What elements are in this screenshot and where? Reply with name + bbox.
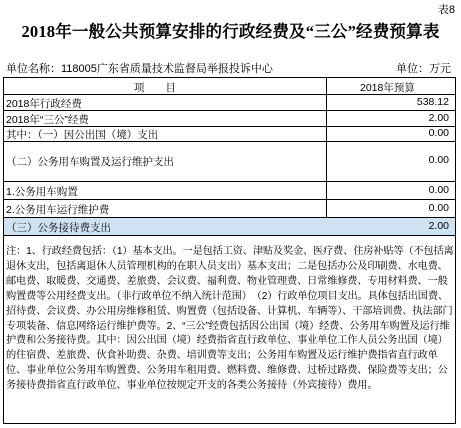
row-label: 2018年“三公”经费 xyxy=(6,114,89,126)
table-row xyxy=(4,199,455,217)
table-row xyxy=(4,141,455,181)
row-value: 2.00 xyxy=(428,220,449,232)
column-header-item: 项 目 xyxy=(134,82,176,94)
row-value: 0.00 xyxy=(428,202,449,214)
column-header-budget: 2018年预算 xyxy=(360,82,415,94)
row-value: 2.00 xyxy=(428,112,449,124)
table-row xyxy=(4,126,455,141)
unit-name: 单位名称：118005广东省质量技术监督局举报投诉中心 xyxy=(6,63,273,75)
page-title: 2018年一般公共预算安排的行政经费及“三公”经费预算表 xyxy=(21,22,440,41)
table-row xyxy=(4,94,455,110)
row-label: 2018年行政经费 xyxy=(6,98,82,110)
table-row-selected xyxy=(4,218,455,235)
row-label: 2.公务用车运行维护费 xyxy=(6,204,110,216)
row-value: 0.00 xyxy=(428,184,449,196)
row-value: 0.00 xyxy=(428,127,449,139)
table-row xyxy=(4,181,455,199)
row-label: （三）公务接待费支出 xyxy=(6,222,111,234)
row-label: 1.公务用车购置 xyxy=(6,186,78,198)
row-value: 538.12 xyxy=(416,96,449,108)
row-label: （二）公务用车购置及运行维护支出 xyxy=(6,156,174,168)
budget-table xyxy=(3,77,456,424)
table-row xyxy=(4,110,455,126)
row-label: 其中：（一）因公出国（境）支出 xyxy=(6,129,159,141)
footnote: 注：1、行政经费包括：（1）基本支出。一是包括工资、津贴及奖金、医疗费、住房补贴等（不包括离退休支出，包括离退休人员管理机构的在职人员支出）基本支出；二是包括办公及印刷费、水电费、邮电费、取暖费、交通费、差旅费、会议费、福利费、物业管理费、日常维修费、专用材料费、一般购置费等公用经费支出。（非行政单位不纳入统计范围） （2）行政单位项目支出。具体包括出国费、招待费、会议费、办公用房维修租赁、购置费（包括设备、计算机、车辆等）、干部培训费、执法部门专项装备、信息网络运行维护费等。2、“三公”经费包括因公出国（境）经费、公务用车购置及运行维护费和公务接待费。其中：因公出国（境）经费指省直行政单位、事业单位工作人员公务出国（境）的住宿费、差旅费、伙食补助费、杂费、培训费等支出；公务用车购置及运行维护费指省直行政单位、事业单位公务用车购置费、公务用车租用费、燃料费、维修费、过桥过路费、保险费等支出；公务接待费指省直行政单位、事业单位按规定开支的各类公务接待（外宾接待）费用。 xyxy=(6,246,454,392)
row-value: 0.00 xyxy=(428,154,449,166)
unit-label: 单位：万元 xyxy=(396,63,451,75)
sheet-number: 表8 xyxy=(437,4,455,16)
